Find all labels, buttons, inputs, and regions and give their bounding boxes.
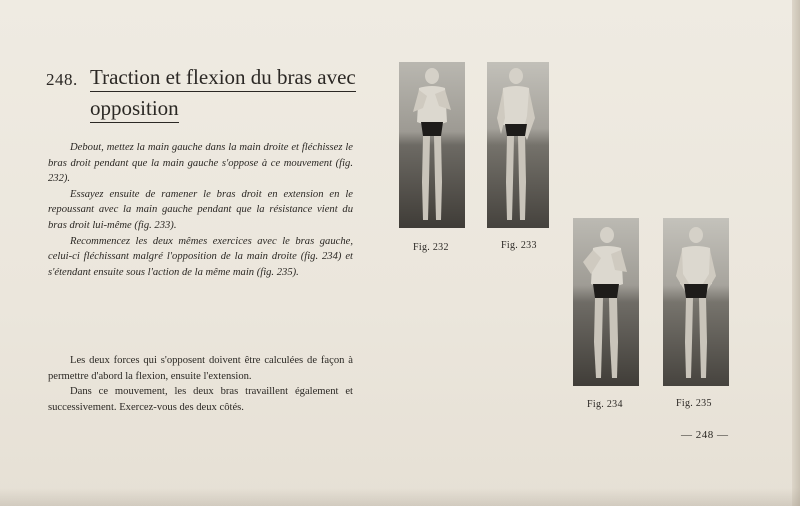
instruction-paragraph: Debout, mettez la main gauche dans la main droite et fléchissez le bras droit pendant que la main gauche s'oppose à ce mouvement (fig. 232). (48, 142, 353, 185)
instruction-paragraph: Recommencez les deux mêmes exercices avec le bras gauche, celui-ci fléchissant malgré l'opposition de la main droite (fig. 234) et s'étendant ensuite sous l'action de la même main (fig. 235). (48, 235, 353, 278)
instructions-text (48, 140, 353, 280)
page-edge (792, 0, 800, 506)
note-paragraph: Dans ce mouvement, les deux bras travaillent également et successivement. Exercez-vous des deux côtés. (48, 386, 353, 413)
figure-233-caption: Fig. 233 (501, 240, 537, 251)
page-shadow (0, 488, 800, 506)
instruction-paragraph: Essayez ensuite de ramener le bras droit en extension en le repoussant avec la main gauche pendant que la résistance vient du bras droit lui-même (fig. 233). (48, 188, 353, 231)
figure-235-caption: Fig. 235 (676, 398, 712, 409)
section-number: 248. (46, 70, 78, 89)
athlete-pose-image (399, 62, 465, 228)
athlete-pose-image (573, 218, 639, 386)
page-number: — 248 — (681, 429, 729, 441)
note-paragraph: Les deux forces qui s'opposent doivent être calculées de façon à permettre d'abord la flexion, ensuite l'extension. (48, 355, 353, 382)
figure-232-photo (399, 62, 465, 228)
athlete-pose-image (487, 62, 549, 228)
figure-234-caption: Fig. 234 (587, 399, 623, 410)
section-title (90, 62, 365, 124)
figure-233-photo (487, 62, 549, 228)
athlete-pose-image (663, 218, 729, 386)
section-title-text: Traction et flexion du bras avec opposition (90, 65, 356, 123)
notes-text (48, 353, 353, 415)
figure-235-photo (663, 218, 729, 386)
figure-234-photo (573, 218, 639, 386)
figure-232-caption: Fig. 232 (413, 242, 449, 253)
